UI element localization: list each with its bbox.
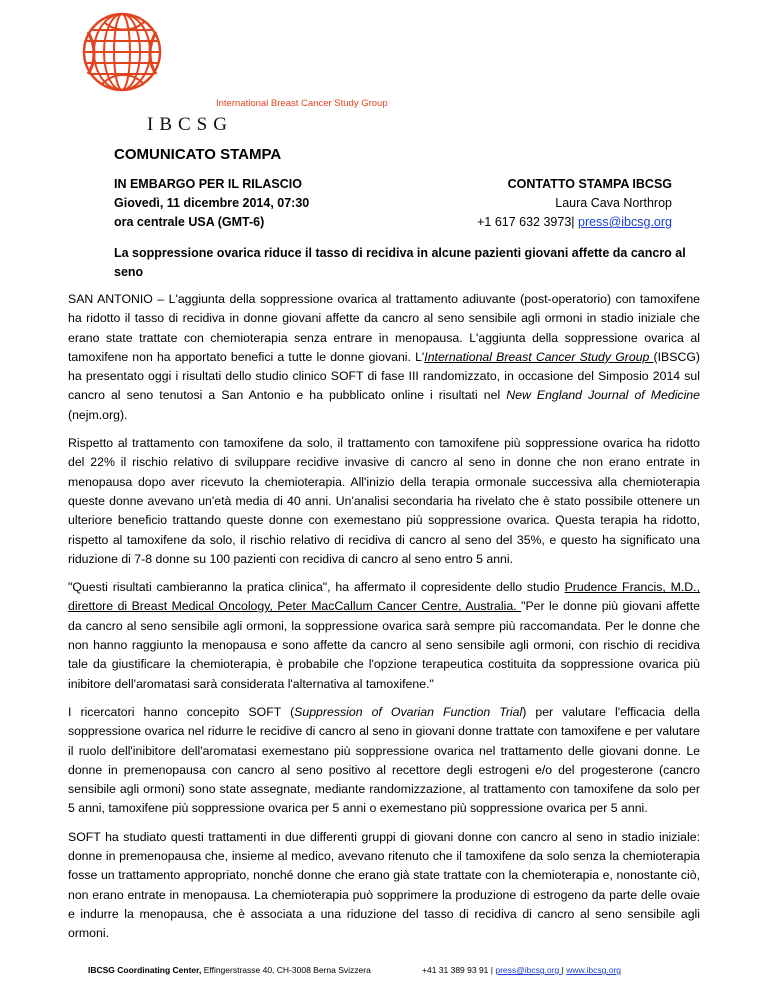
- embargo-block: [114, 175, 309, 232]
- embargo-line-2: Giovedì, 11 dicembre 2014, 07:30: [114, 196, 310, 210]
- p3-text-b: "Per le donne più giovani affette da cancro al seno sensibile agli ormoni, la soppressione ovarica sarà sempre più raccomandata. Per le donne che non hanno raggiunto la menopausa e sono affette da cancro al seno sensibile agli ormoni, con rischio di recidiva tale da giustificare la chemioterapia, è probabile che l'opzione terapeutica costituita da soppressione ovarica più inibitore dell'aromatasi sarà considerata l'alternativa al tamoxifene.": [68, 599, 700, 691]
- headline: La soppressione ovarica riduce il tasso di recidiva in alcune pazienti giovani affette da cancro al seno: [114, 246, 686, 279]
- contact-email-link[interactable]: press@ibcsg.org: [578, 215, 672, 229]
- footer-contacts: [422, 965, 621, 975]
- p1-text-c: (nejm.org).: [68, 407, 128, 422]
- paragraph-5: SOFT ha studiato questi trattamenti in due differenti gruppi di giovani donne con cancro al seno in stadio iniziale: donne in premenopausa che, insieme al medico, avevano ritenuto che il tamoxifene da solo senza la chemioterapia fosse un trattamento appropriato, nonché donne che erano già state trattate con la chemioterapia e, nonostante ciò, non erano entrate in menopausa. La chemioterapia può sopprimere la produzione di estrogeno da parte delle ovaie e indurre la menopausa, che è associata a una riduzione del tasso di recidiva di cancro al seno sensibile agli ormoni.: [68, 829, 700, 941]
- prudence-francis-link[interactable]: Prudence Francis, M.D., direttore di Breast Medical Oncology, Peter MacCallum Cancer Centre, Australia.: [68, 580, 701, 614]
- paragraph-2: Rispetto al trattamento con tamoxifene da solo, il trattamento con tamoxifene più soppressione ovarica ha ridotto del 22% il rischio relativo di sviluppare recidive invasive di cancro al seno in donne che non erano entrate in menopausa dopo aver ricevuto la chemioterapia. All'inizio della terapia ormonale successiva alla chemioterapia queste donne avevano un'età media di 40 anni. Un'analisi secondaria ha rivelato che è stato possibile ottenere un ulteriore beneficio trattando queste donne con exemestano più soppressione ovarica. Questa terapia ha ridotto, rispetto al tamoxifene da solo, il rischio relativo di recidiva di cancro al seno del 35%, e questo ha significato una riduzione di 7-8 donne su 100 pazienti con recidiva di cancro al seno entro 5 anni.: [68, 436, 700, 566]
- p4-text-a: I ricercatori hanno concepito SOFT (: [68, 704, 295, 719]
- footer-email-link[interactable]: press@ibcsg.org: [495, 965, 562, 975]
- p3-text-a: "Questi risultati cambieranno la pratica clinica", ha affermato il copresidente dello studio: [68, 580, 565, 595]
- footer-address: [88, 965, 371, 975]
- ibcsg-logo: [68, 4, 448, 134]
- trial-name: Suppression of Ovarian Function Trial: [294, 704, 523, 719]
- footer-center-name: IBCSG Coordinating Center,: [88, 965, 202, 975]
- contact-phone: +1 617 632 3973|: [477, 215, 575, 229]
- embargo-line-3: ora centrale USA (GMT-6): [114, 215, 265, 229]
- embargo-line-1: IN EMBARGO PER IL RILASCIO: [114, 177, 302, 191]
- p4-text-b: ) per valutare l'efficacia della soppressione ovarica nel ridurre le recidive di cancro al seno in giovani donne trattate con tamoxifene e per valutare il ruolo dell'inibitore dell'aromatasi exemestano più soppressione ovarica nel trattamento delle giovani donne. Le donne in premenopausa con cancro al seno positivo al recettore degli estrogeni e/o del progesterone (cancro sensibile agli ormoni) sono state assegnate, mediante randomizzazione, al trattamento con tamoxifene da solo per 5 anni, tamoxifene più soppressione ovarica per 5 anni o exemestano più soppressione ovarica per 5 anni.: [68, 704, 700, 816]
- page-title: COMUNICATO STAMPA: [114, 146, 282, 163]
- globe-logo-icon: [74, 2, 184, 112]
- contact-line: [477, 213, 672, 232]
- footer-phone: +41 31 389 93 91 |: [422, 965, 493, 975]
- press-contact-block: [477, 175, 672, 232]
- ibcsg-link[interactable]: International Breast Cancer Study Group: [424, 349, 654, 364]
- footer-separator: |: [561, 965, 564, 975]
- paragraph-3: [68, 578, 700, 694]
- p1-text-b: (IBSCG) ha presentato oggi i risultati dello studio clinico SOFT di fase III randomizzato, in occasione del Simposio 2014 sul cancro al seno tenutosi a San Antonio e ha pubblicato online i risultati nel: [68, 349, 700, 403]
- paragraph-1: [68, 290, 700, 425]
- article-body: [68, 290, 700, 953]
- paragraph-4: [68, 703, 700, 819]
- p1-text-a: SAN ANTONIO – L'aggiunta della soppressione ovarica al trattamento adiuvante (post-operatorio) con tamoxifene ha ridotto il tasso di recidiva in donne giovani affette da cancro al seno sensibile agli ormoni in stadio iniziale che erano state trattate con chemioterapia senza entrare in menopausa. L'aggiunta della soppressione ovarica al tamoxifene non ha apportato benefici a tutte le donne giovani. L': [68, 292, 700, 364]
- contact-name: Laura Cava Northrop: [555, 196, 672, 210]
- footer-website-link[interactable]: www.ibcsg.org: [566, 965, 622, 975]
- org-abbr: IBCSG: [147, 114, 233, 135]
- contact-title: CONTATTO STAMPA IBCSG: [507, 177, 672, 191]
- footer-address-text: Effingerstrasse 40, CH-3008 Berna Svizzera: [201, 965, 371, 975]
- org-name: International Breast Cancer Study Group: [216, 98, 388, 109]
- journal-name: New England Journal of Medicine: [506, 388, 700, 403]
